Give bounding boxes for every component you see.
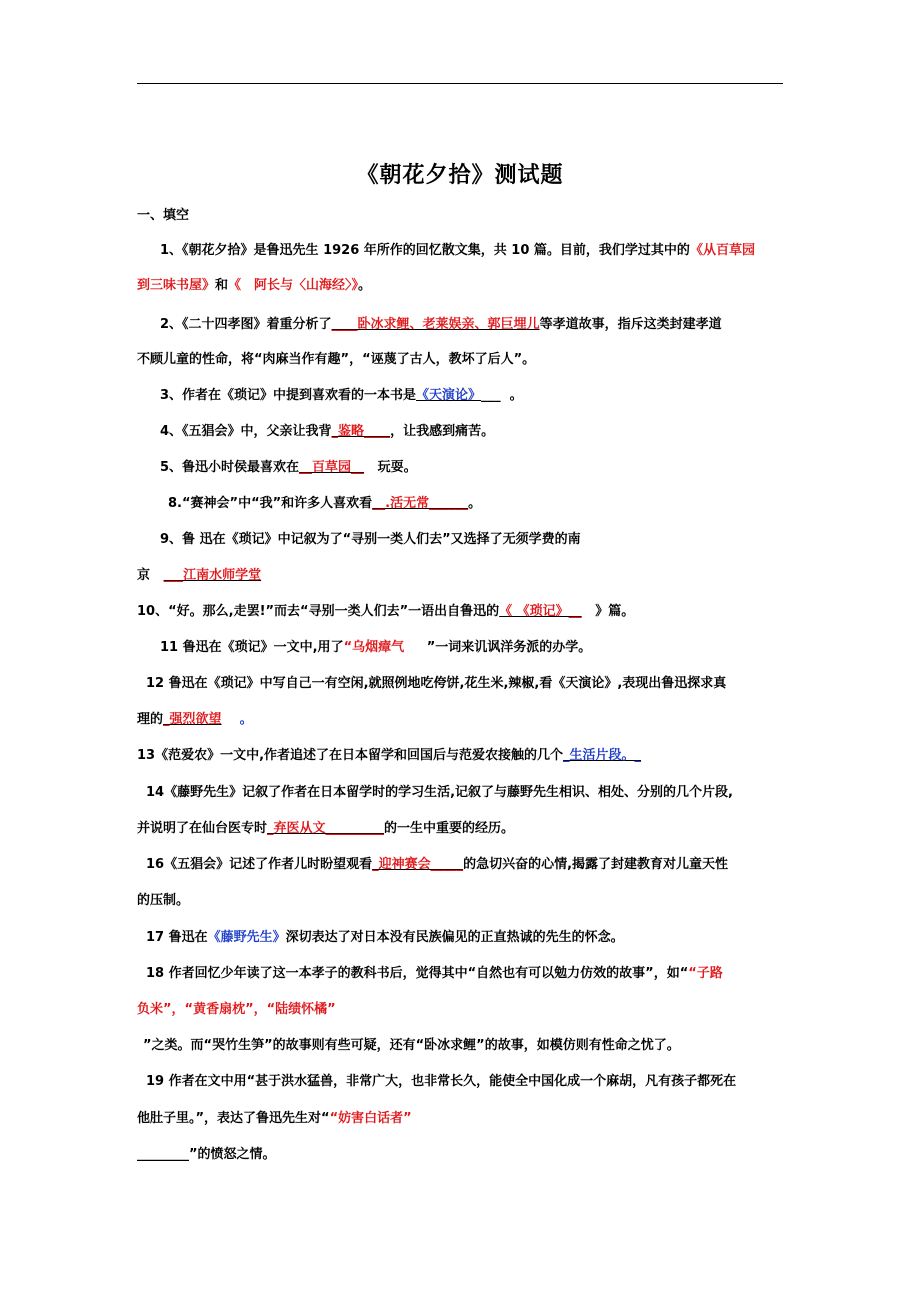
question-2: 2、《二十四孝图》着重分析了____卧冰求鲤、老莱娱亲、郭巨埋儿等孝道故事，指斥这类封建孝道: [160, 317, 722, 332]
question-17: 17 鲁迅在《藤野先生》深切表达了对日本没有民族偏见的正直热诚的先生的怀念。: [146, 930, 624, 945]
question-18: 18 作者回忆少年读了这一本孝子的教科书后，觉得其中“自然也有可以勉力仿效的故事”，如““子路: [146, 966, 723, 981]
question-19-cont: 他肚子里。”，表达了鲁迅先生对““妨害白话者”: [137, 1111, 412, 1126]
header-rule: [137, 83, 783, 84]
answer: 《天演论》: [416, 388, 482, 403]
answer: _强烈欲望: [163, 712, 222, 727]
question-14: 14《藤野先生》记叙了作者在日本留学时的学习生活,记叙了与藤野先生相识、相处、分别的几个片段,: [146, 785, 733, 800]
question-18-cont: [137, 1002, 336, 1018]
answer: “子路: [688, 966, 723, 981]
question-11: 11 鲁迅在《琐记》一文中,用了“乌烟瘴气 ”一词来讥讽洋务派的办学。: [160, 640, 592, 655]
answer: 到三味书屋》: [137, 278, 216, 293]
question-2-cont: 不顾儿童的性命，将“肉麻当作有趣”，“诬蔑了古人，教坏了后人”。: [137, 352, 536, 367]
section-heading: 一、填空: [137, 208, 190, 223]
question-3: 3、作者在《琐记》中提到喜欢看的一本书是《天演论》___ 。: [160, 388, 523, 403]
question-12: 12 鲁迅在《琐记》中写自己一有空闲,就照例地吃侉饼,花生米,辣椒,看《天演论》,表现出鲁迅探求真: [146, 676, 727, 691]
answer: ___江南水师学堂: [163, 568, 262, 583]
answer: _迎神赛会_____: [372, 857, 464, 872]
question-19-cont-2: ________”的愤怒之情。: [137, 1147, 276, 1162]
question-5: 5、鲁迅小时侯最喜欢在__百草园__ 玩耍。: [160, 460, 417, 475]
question-19: 19 作者在文中用“甚于洪水猛兽，非常广大，也非常长久，能使全中国化成一个麻胡，凡有孩子都死在: [146, 1074, 737, 1089]
answer: __.活无常______: [372, 496, 469, 511]
question-8: 8.“赛神会”中“我”和许多人喜欢看__.活无常______。: [168, 496, 482, 511]
question-14-cont: 并说明了在仙台医专时_弃医从文_________的一生中重要的经历。: [137, 821, 515, 836]
answer: 《 阿长与〈山海经〉》: [228, 278, 359, 293]
question-9-cont: 京 ___江南水师学堂: [137, 568, 262, 583]
answer: __百草园__: [299, 460, 365, 475]
answer: _鉴略____: [331, 424, 391, 439]
answer: ____卧冰求鲤、老莱娱亲、郭巨埋儿: [331, 317, 540, 332]
question-4: 4、《五猖会》中，父亲让我背_鉴略____，让我感到痛苦。: [160, 424, 495, 439]
question-10: 10、“好。那么,走罢!”而去“寻别一类人们去”一语出自鲁迅的《 《琐记》__ 》篇。: [137, 604, 635, 619]
answer: 《从百草园: [689, 243, 755, 258]
answer: “妨害白话者”: [329, 1111, 412, 1126]
question-1-cont: 到三味书屋》和《 阿长与〈山海经〉》。: [137, 278, 372, 293]
answer: 《 《琐记》__: [499, 604, 582, 619]
question-12-cont: 理的_强烈欲望 。: [137, 712, 253, 727]
question-13: 13《范爱农》一文中,作者追述了在日本留学和回国后与范爱农接触的几个_生活片段。_: [137, 748, 642, 763]
answer: 负米”，“黄香扇枕”，“陆绩怀橘”: [137, 1002, 336, 1017]
question-9: 9、鲁 迅在《琐记》中记叙为了“寻别一类人们去”又选择了无须学费的南: [160, 532, 581, 547]
page-title: 《朝花夕拾》测试题: [356, 163, 564, 188]
answer: 《藤野先生》: [207, 930, 286, 945]
answer: _弃医从文_________: [267, 821, 385, 836]
question-1: 1、《朝花夕拾》是鲁迅先生 1926 年所作的回忆散文集，共 10 篇。目前，我们学过其中的《从百草园: [160, 243, 755, 258]
question-16: 16《五猖会》记述了作者儿时盼望观看_迎神赛会_____的急切兴奋的心情,揭露了封建教育对儿童天性: [146, 857, 729, 872]
answer: _生活片段: [563, 748, 622, 763]
question-16-cont: 的压制。: [137, 893, 190, 908]
question-18-cont-2: ”之类。而“哭竹生笋”的故事则有些可疑，还有“卧冰求鲤”的故事，如模仿则有性命之忧了。: [143, 1038, 680, 1053]
answer: “乌烟瘴气: [343, 640, 405, 655]
